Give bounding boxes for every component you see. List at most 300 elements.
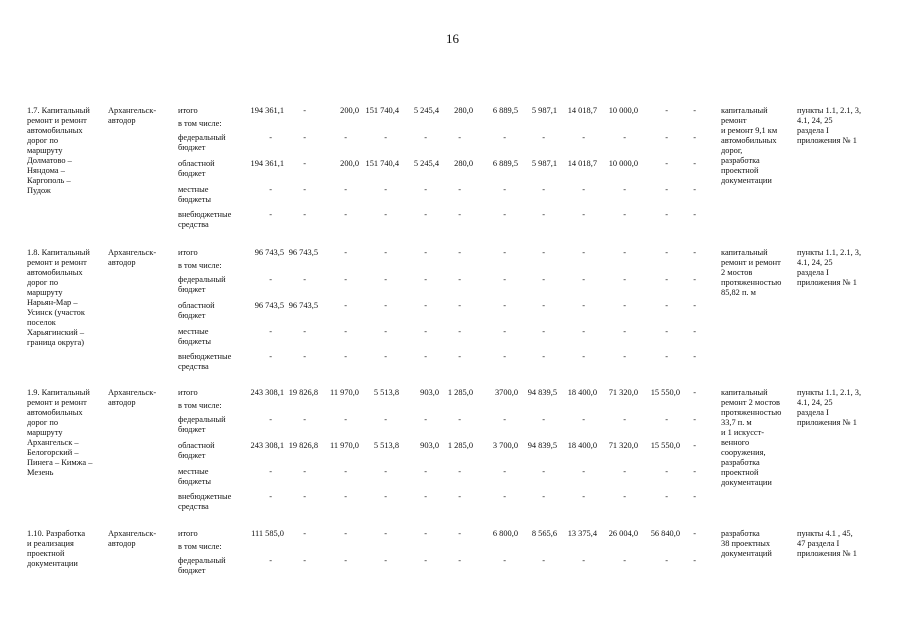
expected-result-line: 85,82 п. м [721, 288, 756, 297]
funding-value-cell: 19 826,8 [288, 441, 318, 450]
funding-value-cell: - [303, 492, 306, 501]
expected-result-line: капитальный [721, 106, 768, 115]
expected-result-line: разработка [721, 458, 760, 467]
program-item-title-line: ремонт и ремонт [27, 116, 87, 125]
funding-value-cell: - [665, 327, 668, 336]
expected-result-line: сооружения, [721, 448, 766, 457]
funding-value-cell: - [303, 467, 306, 476]
funding-source-label: федеральный [178, 133, 226, 142]
program-item-title-line: автомобильных [27, 126, 83, 135]
funding-value-cell: - [344, 352, 347, 361]
funding-value-cell: - [303, 327, 306, 336]
funding-value-cell: - [269, 415, 272, 424]
funding-value-cell: - [693, 248, 696, 257]
funding-value-cell: - [458, 133, 461, 142]
indicator-reference-line: приложения № 1 [797, 549, 857, 558]
funding-value-cell: - [503, 133, 506, 142]
funding-value-cell: - [344, 301, 347, 310]
program-item-title-line: и реализация [27, 539, 74, 548]
indicator-reference-line: пункты 4.1 , 45, [797, 529, 853, 538]
program-item-title-line: автомобильных [27, 268, 83, 277]
expected-result-line: протяженностью [721, 408, 782, 417]
indicator-reference-line: пункты 1.1, 2.1, 3, [797, 106, 862, 115]
funding-value-cell: - [665, 467, 668, 476]
funding-value-cell: - [582, 327, 585, 336]
funding-value-cell: 56 840,0 [650, 529, 680, 538]
program-item-title-line: дорог по [27, 136, 59, 145]
funding-value-cell: - [582, 415, 585, 424]
funding-value-cell: 151 740,4 [365, 106, 399, 115]
funding-value-cell: - [623, 556, 626, 565]
funding-value-cell: - [424, 415, 427, 424]
funding-value-cell: - [665, 492, 668, 501]
funding-value-cell: - [623, 467, 626, 476]
funding-value-cell: - [665, 415, 668, 424]
expected-result-line: венного [721, 438, 750, 447]
funding-value-cell: - [693, 529, 696, 538]
funding-value-cell: - [344, 185, 347, 194]
funding-source-label: итого [178, 388, 198, 397]
funding-value-cell: - [623, 275, 626, 284]
funding-value-cell: - [693, 492, 696, 501]
funding-value-cell: - [424, 185, 427, 194]
funding-value-cell: - [503, 210, 506, 219]
funding-value-cell: - [542, 327, 545, 336]
funding-value-cell: - [344, 467, 347, 476]
expected-result-line: проектной [721, 468, 759, 477]
funding-value-cell: - [303, 556, 306, 565]
indicator-reference-line: раздела I [797, 126, 829, 135]
funding-value-cell: - [424, 248, 427, 257]
funding-value-cell: - [693, 275, 696, 284]
funding-value-cell: - [582, 352, 585, 361]
funding-value-cell: 5 987,1 [531, 159, 557, 168]
funding-value-cell: - [542, 301, 545, 310]
funding-value-cell: - [269, 210, 272, 219]
funding-value-cell: - [693, 106, 696, 115]
funding-value-cell: - [503, 556, 506, 565]
funding-value-cell: - [269, 185, 272, 194]
funding-value-cell: - [458, 556, 461, 565]
program-item-title-line: проектной [27, 549, 65, 558]
funding-value-cell: - [665, 210, 668, 219]
funding-value-cell: - [503, 492, 506, 501]
funding-value-cell: - [269, 556, 272, 565]
executor-line: Архангельск- [108, 106, 157, 115]
funding-value-cell: - [269, 492, 272, 501]
funding-value-cell: 15 550,0 [650, 441, 680, 450]
expected-result-line: документаций [721, 549, 772, 558]
funding-value-cell: - [384, 248, 387, 257]
funding-value-cell: 243 308,1 [250, 388, 284, 397]
program-item-title-line: маршруту [27, 146, 63, 155]
funding-value-cell: 5 513,8 [373, 388, 399, 397]
funding-value-cell: 5 513,8 [373, 441, 399, 450]
indicator-reference-line: 4.1, 24, 25 [797, 116, 833, 125]
funding-value-cell: - [384, 529, 387, 538]
funding-value-cell: - [503, 275, 506, 284]
program-item-title-line: поселок [27, 318, 56, 327]
funding-value-cell: - [303, 529, 306, 538]
funding-value-cell: - [384, 492, 387, 501]
funding-value-cell: - [424, 301, 427, 310]
funding-value-cell: 15 550,0 [650, 388, 680, 397]
funding-value-cell: 194 361,1 [250, 159, 284, 168]
funding-value-cell: - [303, 275, 306, 284]
program-item-title-line: маршруту [27, 288, 63, 297]
expected-result-line: капитальный [721, 388, 768, 397]
funding-value-cell: 151 740,4 [365, 159, 399, 168]
expected-result-line: дорог, [721, 146, 743, 155]
funding-value-cell: 1 285,0 [447, 388, 473, 397]
funding-value-cell: - [503, 327, 506, 336]
executor-line: Архангельск- [108, 529, 157, 538]
funding-value-cell: - [458, 301, 461, 310]
funding-value-cell: - [582, 556, 585, 565]
funding-value-cell: 903,0 [420, 441, 439, 450]
funding-value-cell: 1 285,0 [447, 441, 473, 450]
funding-value-cell: - [503, 352, 506, 361]
funding-value-cell: - [458, 492, 461, 501]
indicator-reference-line: пункты 1.1, 2.1, 3, [797, 248, 862, 257]
funding-value-cell: - [693, 210, 696, 219]
funding-value-cell: - [424, 133, 427, 142]
funding-value-cell: - [693, 185, 696, 194]
funding-value-cell: - [503, 467, 506, 476]
indicator-reference-line: приложения № 1 [797, 418, 857, 427]
funding-value-cell: - [503, 301, 506, 310]
funding-value-cell: - [542, 415, 545, 424]
funding-value-cell: - [693, 415, 696, 424]
expected-result-line: проектной [721, 166, 759, 175]
funding-value-cell: - [665, 556, 668, 565]
indicator-reference-line: 4.1, 24, 25 [797, 258, 833, 267]
funding-value-cell: - [623, 352, 626, 361]
funding-value-cell: 200,0 [340, 159, 359, 168]
funding-value-cell: - [303, 185, 306, 194]
funding-value-cell: - [693, 133, 696, 142]
executor-line: автодор [108, 258, 136, 267]
funding-value-cell: 6 800,0 [492, 529, 518, 538]
program-item-title-line: маршруту [27, 428, 63, 437]
funding-value-cell: 11 970,0 [329, 441, 359, 450]
funding-value-cell: - [384, 467, 387, 476]
funding-value-cell: - [582, 275, 585, 284]
funding-source-label: федеральный [178, 415, 226, 424]
funding-value-cell: - [269, 352, 272, 361]
funding-source-label: бюджет [178, 566, 206, 575]
funding-source-label: внебюджетные [178, 210, 232, 219]
funding-value-cell: - [384, 301, 387, 310]
funding-value-cell: - [424, 529, 427, 538]
expected-result-line: 33,7 п. м [721, 418, 752, 427]
funding-value-cell: - [623, 185, 626, 194]
funding-source-label: средства [178, 362, 209, 371]
funding-value-cell: 6 889,5 [492, 106, 518, 115]
funding-value-cell: - [623, 415, 626, 424]
funding-value-cell: - [384, 352, 387, 361]
funding-value-cell: - [542, 248, 545, 257]
funding-source-label: итого [178, 248, 198, 257]
funding-value-cell: - [665, 133, 668, 142]
funding-value-cell: 194 361,1 [250, 106, 284, 115]
program-item-title-line: Долматово – [27, 156, 72, 165]
funding-value-cell: - [424, 327, 427, 336]
funding-value-cell: - [542, 210, 545, 219]
funding-value-cell: - [344, 248, 347, 257]
funding-source-label: бюджет [178, 285, 206, 294]
program-item-title-line: автомобильных [27, 408, 83, 417]
expected-result-line: 2 мостов [721, 268, 753, 277]
funding-value-cell: 14 018,7 [567, 106, 597, 115]
funding-value-cell: - [693, 301, 696, 310]
funding-value-cell: - [384, 327, 387, 336]
funding-value-cell: - [458, 467, 461, 476]
expected-result-line: ремонт 2 мостов [721, 398, 781, 407]
funding-value-cell: - [623, 327, 626, 336]
funding-source-label: областной [178, 301, 215, 310]
funding-value-cell: - [582, 248, 585, 257]
funding-value-cell: - [693, 388, 696, 397]
program-item-title-line: Харьягинский – [27, 328, 85, 337]
funding-value-cell: - [582, 492, 585, 501]
funding-source-label: бюджет [178, 143, 206, 152]
indicator-reference-line: 47 раздела I [797, 539, 840, 548]
funding-source-label: итого [178, 529, 198, 538]
funding-value-cell: - [693, 352, 696, 361]
funding-value-cell: 96 743,5 [254, 248, 284, 257]
funding-value-cell: 5 987,1 [531, 106, 557, 115]
funding-value-cell: - [458, 352, 461, 361]
funding-source-label: федеральный [178, 275, 226, 284]
indicator-reference-line: 4.1, 24, 25 [797, 398, 833, 407]
funding-value-cell: - [303, 133, 306, 142]
program-item-title-line: Усинск (участок [27, 308, 85, 317]
program-item-title-line: 1.9. Капитальный [27, 388, 90, 397]
program-item-title-line: дорог по [27, 418, 59, 427]
indicator-reference-line: раздела I [797, 268, 829, 277]
funding-value-cell: - [344, 275, 347, 284]
program-item-title-line: дорог по [27, 278, 59, 287]
funding-value-cell: - [665, 159, 668, 168]
funding-value-cell: - [424, 275, 427, 284]
funding-source-label: внебюджетные [178, 352, 232, 361]
executor-line: Архангельск- [108, 248, 157, 257]
expected-result-line: документации [721, 176, 772, 185]
funding-value-cell: - [503, 248, 506, 257]
funding-value-cell: - [582, 133, 585, 142]
funding-source-label: бюджеты [178, 337, 212, 346]
funding-source-label: областной [178, 441, 215, 450]
funding-value-cell: - [542, 492, 545, 501]
funding-source-label: средства [178, 502, 209, 511]
program-item-title-line: ремонт и ремонт [27, 258, 87, 267]
funding-source-label: областной [178, 159, 215, 168]
funding-value-cell: - [344, 415, 347, 424]
funding-value-cell: - [582, 185, 585, 194]
funding-value-cell: - [693, 441, 696, 450]
funding-value-cell: 5 245,4 [413, 106, 439, 115]
funding-source-label: внебюджетные [178, 492, 232, 501]
funding-source-label: в том числе: [178, 401, 222, 410]
funding-value-cell: - [384, 275, 387, 284]
funding-value-cell: 243 308,1 [250, 441, 284, 450]
funding-value-cell: - [303, 159, 306, 168]
funding-value-cell: - [384, 556, 387, 565]
executor-line: автодор [108, 539, 136, 548]
executor-line: Архангельск- [108, 388, 157, 397]
expected-result-line: разработка [721, 529, 760, 538]
funding-source-label: бюджет [178, 451, 206, 460]
funding-value-cell: - [269, 467, 272, 476]
funding-value-cell: 11 970,0 [329, 388, 359, 397]
funding-value-cell: 6 889,5 [492, 159, 518, 168]
funding-value-cell: 200,0 [340, 106, 359, 115]
funding-value-cell: - [344, 133, 347, 142]
funding-value-cell: - [269, 327, 272, 336]
expected-result-line: капитальный [721, 248, 768, 257]
funding-source-label: местные [178, 185, 209, 194]
program-item-title-line: Белогорский – [27, 448, 79, 457]
program-item-title-line: Няндома – [27, 166, 65, 175]
funding-value-cell: 280,0 [454, 159, 473, 168]
funding-value-cell: - [424, 467, 427, 476]
funding-value-cell: 111 585,0 [251, 529, 284, 538]
funding-value-cell: - [503, 185, 506, 194]
program-item-title-line: 1.8. Капитальный [27, 248, 90, 257]
funding-value-cell: 96 743,5 [254, 301, 284, 310]
funding-value-cell: - [542, 185, 545, 194]
expected-result-line: 38 проектных [721, 539, 771, 548]
funding-value-cell: - [424, 352, 427, 361]
funding-value-cell: - [623, 301, 626, 310]
funding-value-cell: - [665, 301, 668, 310]
funding-value-cell: 3700,0 [494, 388, 518, 397]
funding-source-label: итого [178, 106, 198, 115]
program-item-title-line: ремонт и ремонт [27, 398, 87, 407]
funding-value-cell: - [623, 248, 626, 257]
funding-value-cell: - [303, 415, 306, 424]
funding-value-cell: - [269, 275, 272, 284]
funding-value-cell: - [582, 210, 585, 219]
funding-value-cell: 94 839,5 [527, 441, 557, 450]
funding-value-cell: - [303, 210, 306, 219]
funding-value-cell: 18 400,0 [567, 388, 597, 397]
funding-value-cell: 18 400,0 [567, 441, 597, 450]
expected-result-line: ремонт [721, 116, 747, 125]
funding-value-cell: 26 004,0 [608, 529, 638, 538]
program-item-title-line: Каргополь – [27, 176, 71, 185]
funding-value-cell: - [665, 275, 668, 284]
funding-value-cell: - [503, 415, 506, 424]
expected-result-line: ремонт и ремонт [721, 258, 781, 267]
funding-value-cell: - [384, 133, 387, 142]
expected-result-line: протяженностью [721, 278, 782, 287]
funding-value-cell: - [458, 529, 461, 538]
funding-value-cell: - [665, 185, 668, 194]
funding-value-cell: - [693, 556, 696, 565]
funding-source-label: бюджет [178, 169, 206, 178]
funding-value-cell: 96 743,5 [288, 248, 318, 257]
page-number: 16 [446, 31, 459, 46]
funding-value-cell: 5 245,4 [413, 159, 439, 168]
executor-line: автодор [108, 398, 136, 407]
program-item-title-line: граница округа) [27, 338, 85, 347]
funding-source-label: местные [178, 467, 209, 476]
funding-value-cell: - [542, 467, 545, 476]
funding-source-label: бюджет [178, 425, 206, 434]
funding-value-cell: - [458, 248, 461, 257]
funding-value-cell: 280,0 [454, 106, 473, 115]
funding-value-cell: - [424, 492, 427, 501]
funding-source-label: местные [178, 327, 209, 336]
funding-source-label: бюджет [178, 311, 206, 320]
program-item-title-line: Пудож [27, 186, 51, 195]
program-item-title-line: 1.10. Разработка [27, 529, 86, 538]
funding-source-label: бюджеты [178, 477, 212, 486]
funding-value-cell: 94 839,5 [527, 388, 557, 397]
program-item-title-line: Мезень [27, 468, 54, 477]
funding-source-label: бюджеты [178, 195, 212, 204]
indicator-reference-line: приложения № 1 [797, 136, 857, 145]
expected-result-line: и 1 искусст- [721, 428, 765, 437]
funding-value-cell: 96 743,5 [288, 301, 318, 310]
program-item-title-line: 1.7. Капитальный [27, 106, 90, 115]
funding-value-cell: 19 826,8 [288, 388, 318, 397]
funding-value-cell: - [693, 327, 696, 336]
funding-value-cell: - [665, 248, 668, 257]
funding-source-label: в том числе: [178, 261, 222, 270]
expected-result-line: разработка [721, 156, 760, 165]
funding-value-cell: 71 320,0 [608, 441, 638, 450]
funding-value-cell: - [269, 133, 272, 142]
funding-source-label: средства [178, 220, 209, 229]
funding-value-cell: - [693, 159, 696, 168]
funding-source-label: федеральный [178, 556, 226, 565]
program-item-title-line: Пинега – Кимжа – [27, 458, 93, 467]
funding-value-cell: - [582, 301, 585, 310]
funding-value-cell: - [665, 106, 668, 115]
indicator-reference-line: раздела I [797, 408, 829, 417]
funding-value-cell: 10 000,0 [608, 159, 638, 168]
funding-value-cell: - [693, 467, 696, 476]
funding-value-cell: 71 320,0 [608, 388, 638, 397]
expected-result-line: документации [721, 478, 772, 487]
funding-value-cell: - [303, 106, 306, 115]
funding-value-cell: - [384, 185, 387, 194]
funding-value-cell: - [344, 529, 347, 538]
funding-value-cell: - [458, 210, 461, 219]
funding-value-cell: 13 375,4 [567, 529, 597, 538]
funding-value-cell: 10 000,0 [608, 106, 638, 115]
funding-value-cell: - [623, 492, 626, 501]
funding-value-cell: - [623, 133, 626, 142]
funding-value-cell: - [582, 467, 585, 476]
executor-line: автодор [108, 116, 136, 125]
indicator-reference-line: пункты 1.1, 2.1, 3, [797, 388, 862, 397]
funding-value-cell: - [665, 352, 668, 361]
funding-value-cell: - [344, 210, 347, 219]
funding-value-cell: 8 565,6 [531, 529, 557, 538]
funding-value-cell: 14 018,7 [567, 159, 597, 168]
funding-value-cell: - [458, 415, 461, 424]
funding-value-cell: - [458, 275, 461, 284]
funding-value-cell: - [458, 327, 461, 336]
funding-value-cell: - [424, 556, 427, 565]
funding-value-cell: - [384, 210, 387, 219]
funding-value-cell: - [424, 210, 427, 219]
program-item-title-line: Нарьян-Мар – [27, 298, 78, 307]
